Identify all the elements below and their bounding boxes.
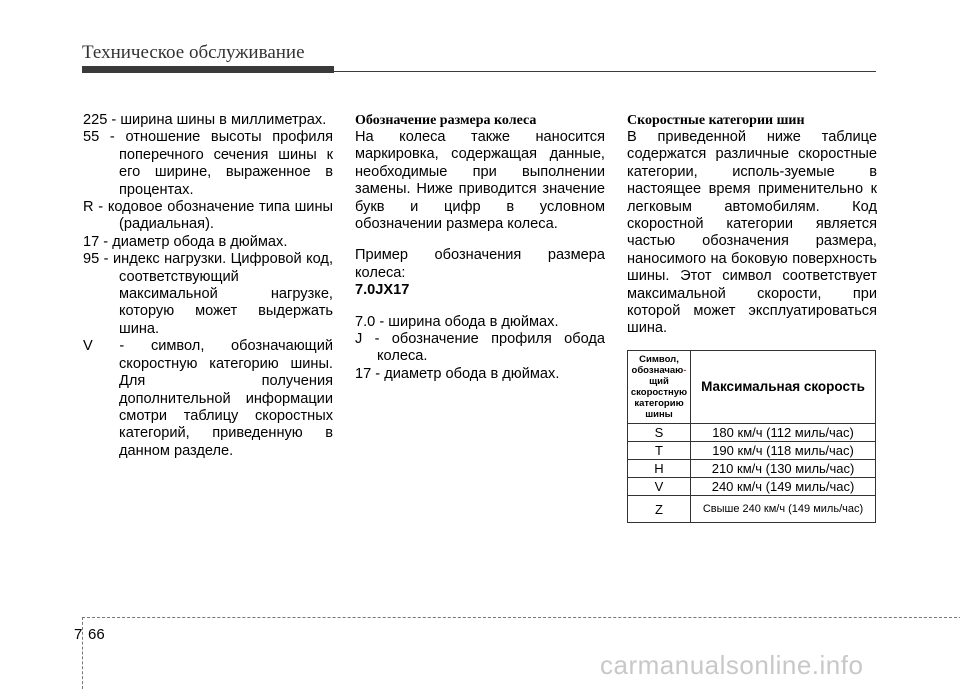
legend-key: J - — [355, 331, 392, 348]
wheel-size-section — [355, 112, 605, 383]
speed-category-heading: Скоростные категории шин — [627, 113, 805, 128]
speed-value: Свыше 240 км/ч (149 миль/час) — [691, 496, 876, 523]
speed-value: 190 км/ч (118 миль/час) — [691, 442, 876, 460]
legend-text: ширина шины в миллиметрах. — [120, 112, 327, 128]
legend-key: V - — [83, 338, 151, 355]
tire-size-legend — [83, 112, 333, 460]
legend-key: 17 - — [83, 233, 113, 250]
legend-item — [83, 234, 333, 251]
legend-key: 7.0 - — [355, 313, 389, 330]
legend-key: 225 - — [83, 112, 121, 128]
legend-text: отношение высоты профиля поперечного сечения шины к его ширине, выраженное в процентах. — [119, 129, 333, 198]
speed-category-table — [627, 350, 876, 523]
legend-item — [355, 331, 605, 366]
speed-symbol: H — [628, 460, 691, 478]
table-row — [628, 478, 876, 496]
example-label: Пример обозначения размера колеса: — [355, 247, 605, 281]
speed-symbol: Z — [628, 496, 691, 523]
example-code: 7.0JX17 — [355, 282, 410, 299]
table-row — [628, 424, 876, 442]
speed-value: 210 км/ч (130 миль/час) — [691, 460, 876, 478]
header-bar — [82, 66, 334, 73]
legend-key: 95 - — [83, 251, 113, 268]
table-row — [628, 460, 876, 478]
speed-category-text: В приведенной ниже таблице содержатся различные скоростные категории, исполь-зуемые в настоящее время применительно к легковым автомобилям. Код скоростной категории является частью обозначения размера, наносимого на боковую поверхность шины. Этот символ соответствует максимальной скорости, при которой может эксплуатироваться шина. — [627, 129, 877, 337]
legend-key: 17 - — [355, 365, 385, 382]
legend-item — [83, 129, 333, 199]
table-header-row — [628, 351, 876, 424]
watermark: carmanualsonline.info — [600, 650, 864, 680]
speed-category-section — [627, 112, 877, 338]
legend-text: индекс нагрузки. Цифровой код, соответствующий максимальной нагрузке, которую может выдержать шина. — [112, 251, 333, 337]
speed-value: 180 км/ч (112 миль/час) — [691, 424, 876, 442]
section-title: Техническое обслуживание — [82, 42, 305, 63]
speed-symbol: T — [628, 442, 691, 460]
legend-key: R - — [83, 199, 108, 216]
wheel-size-intro: На колеса также наносится маркировка, содержащая данные, необходимые при выполнении замены. Ниже приводится значение букв и цифр в условном обозначении размера колеса. — [355, 129, 605, 233]
wheel-size-heading: Обозначение размера колеса — [355, 113, 537, 128]
legend-text: диаметр обода в дюймах. — [112, 233, 288, 250]
chapter-number: 7 — [74, 626, 83, 643]
legend-item — [83, 251, 333, 338]
legend-item — [355, 366, 605, 383]
legend-text: диаметр обода в дюймах. — [384, 365, 560, 382]
legend-item — [83, 199, 333, 234]
symbol-column-header: Символ, обозначаю- щий скоростную категорию шины — [628, 351, 691, 424]
table-row — [628, 442, 876, 460]
speed-column-header: Максимальная скорость — [691, 351, 876, 424]
legend-key: 55 - — [83, 129, 126, 146]
speed-symbol: V — [628, 478, 691, 496]
legend-text: символ, обозначающий скоростную категорию шины. Для получения дополнительной информации смотри таблицу скоростных категорий, приведенную в данном разделе. — [119, 338, 333, 459]
legend-text: обозначение профиля обода колеса. — [377, 331, 605, 365]
speed-symbol: S — [628, 424, 691, 442]
footer-rule — [82, 617, 960, 618]
legend-text: ширина обода в дюймах. — [388, 313, 559, 330]
header-rule — [334, 71, 876, 72]
table-row — [628, 496, 876, 523]
legend-item — [83, 112, 333, 129]
speed-value: 240 км/ч (149 миль/час) — [691, 478, 876, 496]
legend-item — [83, 338, 333, 460]
legend-item — [355, 314, 605, 331]
legend-text: кодовое обозначение типа шины (радиальная). — [107, 199, 333, 233]
page-number: 66 — [88, 626, 105, 643]
